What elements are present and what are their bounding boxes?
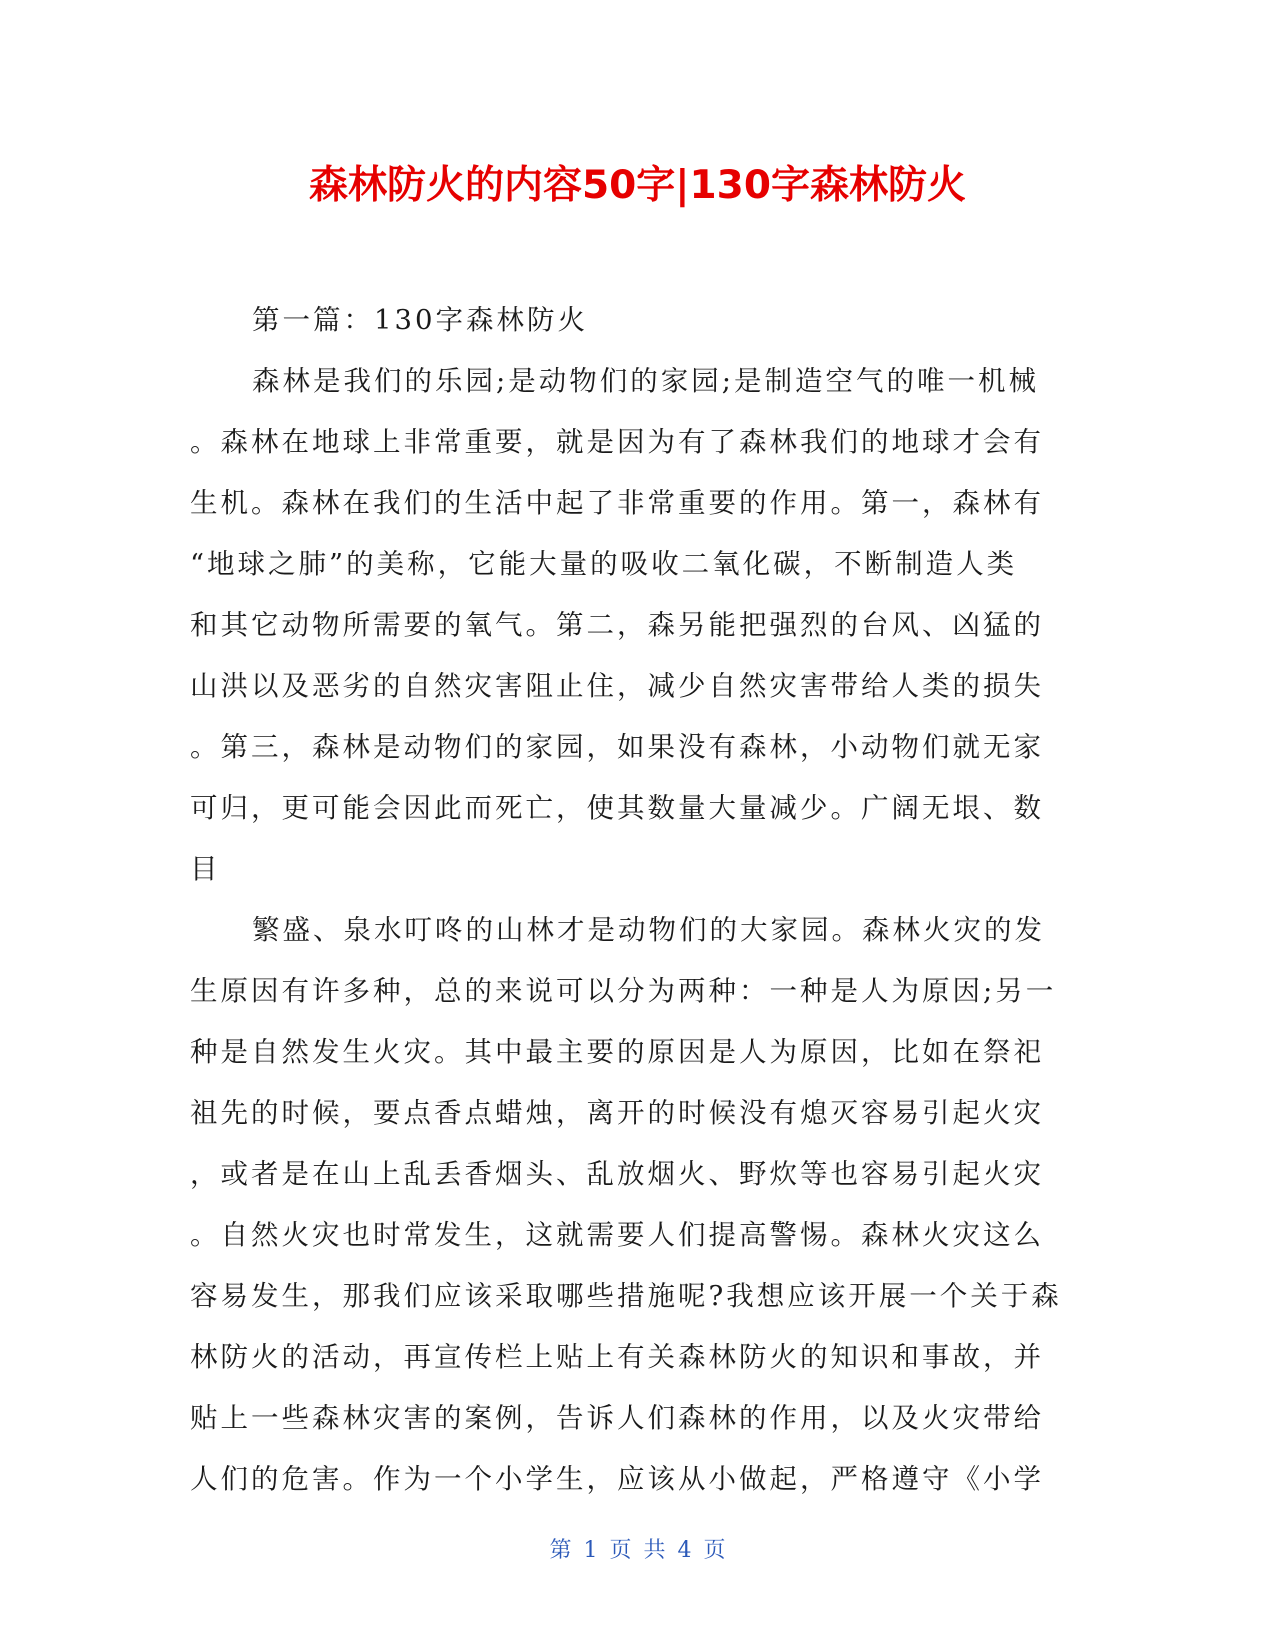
footer-page-label: 页: [609, 1538, 632, 1563]
text-line: 生原因有许多种，总的来说可以分为两种：一种是人为原因;另一: [190, 975, 1057, 1007]
text-line: 容易发生，那我们应该采取哪些措施呢?我想应该开展一个关于森: [190, 1280, 1062, 1312]
footer-prefix: 第: [549, 1538, 572, 1563]
text-line: “地球之肺”的美称，它能大量的吸收二氧化碳，不断制造人类: [190, 548, 1018, 580]
text-line: 。第三，森林是动物们的家园，如果没有森林，小动物们就无家: [190, 731, 1044, 763]
text-line: 。自然火灾也时常发生，这就需要人们提高警惕。森林火灾这么: [190, 1219, 1044, 1251]
text-line: 繁盛、泉水叮咚的山林才是动物们的大家园。森林火灾的发: [252, 914, 1045, 946]
text-line: 祖先的时候，要点香点蜡烛，离开的时候没有熄灭容易引起火灾: [190, 1097, 1044, 1129]
text-line: 和其它动物所需要的氧气。第二，森另能把强烈的台风、凶猛的: [190, 609, 1044, 641]
text-line: 山洪以及恶劣的自然灾害阻止住，减少自然灾害带给人类的损失: [190, 670, 1044, 702]
footer-total-label: 共: [643, 1538, 666, 1563]
text-line: 第一篇：130字森林防火: [252, 304, 588, 336]
text-line: ，或者是在山上乱丢香烟头、乱放烟火、野炊等也容易引起火灾: [190, 1158, 1044, 1190]
footer-total-pages: 4: [677, 1538, 692, 1563]
page-footer: [0, 1533, 1275, 1564]
text-line: 可归，更可能会因此而死亡，使其数量大量减少。广阔无垠、数: [190, 792, 1044, 824]
text-line: 目: [190, 853, 221, 885]
paragraph: [190, 290, 1070, 351]
paragraph: [190, 351, 1070, 900]
document-body: [190, 290, 1070, 1510]
text-line: 贴上一些森林灾害的案例，告诉人们森林的作用，以及火灾带给: [190, 1402, 1044, 1434]
text-line: 生机。森林在我们的生活中起了非常重要的作用。第一，森林有: [190, 487, 1044, 519]
document-title: 森林防火的内容50字|130字森林防火: [309, 163, 966, 208]
text-line: 林防火的活动，再宣传栏上贴上有关森林防火的知识和事故，并: [190, 1341, 1044, 1373]
footer-page-number: 1: [583, 1538, 598, 1563]
text-line: 森林是我们的乐园;是动物们的家园;是制造空气的唯一机械: [252, 365, 1040, 397]
paragraph: [190, 900, 1070, 1510]
text-line: 人们的危害。作为一个小学生，应该从小做起，严格遵守《小学: [190, 1463, 1044, 1495]
text-line: 。森林在地球上非常重要，就是因为有了森林我们的地球才会有: [190, 426, 1044, 458]
footer-suffix: 页: [703, 1538, 726, 1563]
text-line: 种是自然发生火灾。其中最主要的原因是人为原因，比如在祭祀: [190, 1036, 1044, 1068]
